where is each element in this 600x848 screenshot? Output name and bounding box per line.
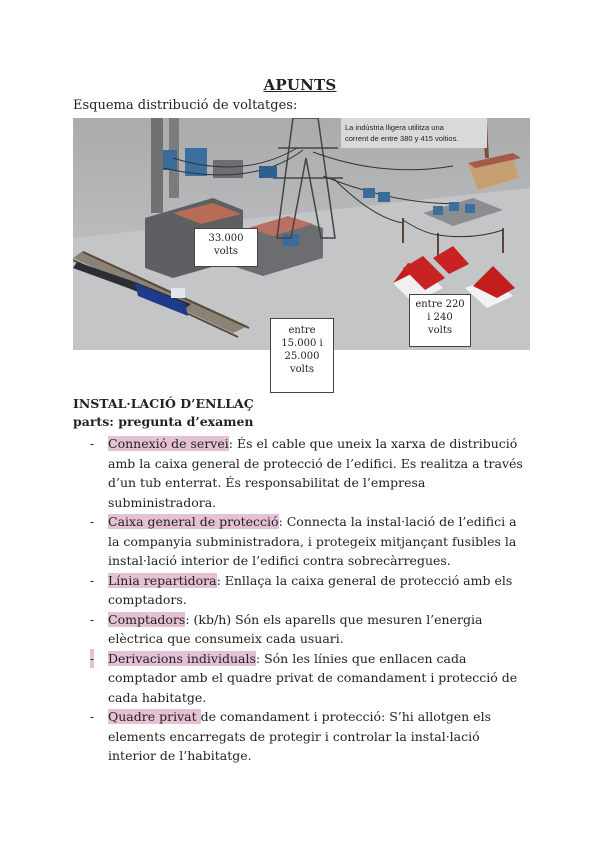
list-item: [90, 434, 530, 512]
item-term: Connexió de servei: [108, 436, 229, 451]
callout-33000-unit: volts: [213, 246, 239, 257]
callout-15000-25000-volts: [270, 318, 334, 393]
page-title: APUNTS: [263, 76, 337, 94]
list-dash: -: [90, 514, 95, 529]
list-item: [90, 610, 530, 649]
list-item: [90, 707, 530, 766]
callout-220-line-3: volts: [427, 325, 453, 336]
industry-note-line-1: La indústria lligera utilitza una: [345, 123, 444, 132]
callout-220-240-volts: [409, 294, 471, 347]
callout-33000-volts: [194, 228, 258, 267]
list-dash: -: [90, 436, 95, 451]
list-dash: -: [90, 572, 95, 588]
item-term: Comptadors: [108, 611, 186, 627]
callout-15000-line-4: volts: [289, 364, 315, 375]
list-item: [90, 649, 530, 708]
item-description: : És el cable que uneix la xarxa de distribució amb la caixa general de protecció de l’edifici. Es realitza a través d’un tub enterrat. És responsabilitat de l’empresa subministradora.: [108, 436, 523, 510]
item-term: Línia repartidora: [108, 572, 217, 588]
transformer: [259, 166, 277, 178]
list-item: [90, 571, 530, 610]
industry-note-line-2: corrent de entre 380 y 415 voltios.: [345, 134, 459, 143]
item-description: : (kb/h) Són els aparells que mesuren l’energia elèctrica que consumeix cada usuari.: [108, 611, 483, 646]
chimney: [151, 118, 163, 213]
callout-220-line-2: i 240: [427, 312, 453, 323]
section-heading: INSTAL·LACIÓ D’ENLLAÇ: [73, 396, 254, 411]
item-description: de comandament i protecció: S’hi allotgen els elements encarregats de protegir i controlar la instal·lació interior de l’habitatge.: [108, 709, 491, 763]
list-item: [90, 512, 530, 571]
callout-33000-value: 33.000: [208, 233, 244, 244]
item-description: : Són les línies que enllacen cada comptador amb el quadre privat de comandament i protecció de cada habitatge.: [108, 650, 518, 705]
locomotive-cab: [171, 288, 185, 298]
section-subheading: parts: pregunta d’examen: [73, 414, 254, 429]
list-dash: -: [90, 649, 94, 669]
callout-15000-line-3: 25.000: [284, 351, 320, 362]
item-description: : Connecta la instal·lació de l’edifici a la companyia subministradora, i protegeix mitjançant fusibles la instal·lació interior de l’edifici contra sobrecàrregues.: [108, 514, 517, 568]
item-description: : Enllaça la caixa general de protecció amb els comptadors.: [108, 572, 513, 607]
callout-15000-line-2: 15.000 i: [281, 338, 323, 349]
item-term: Caixa general de protecció: [108, 514, 279, 529]
transformer: [363, 188, 375, 198]
parts-list: [90, 434, 530, 766]
transformer: [163, 150, 177, 170]
list-dash: -: [90, 709, 95, 724]
callout-15000-line-1: entre: [288, 325, 316, 336]
item-term: Quadre privat: [108, 709, 201, 724]
list-dash: -: [90, 611, 95, 627]
diagram-caption: Esquema distribució de voltatges:: [73, 98, 298, 113]
transformer: [378, 192, 390, 202]
item-term: Derivacions individuals: [108, 650, 256, 666]
callout-220-line-1: entre 220: [415, 299, 465, 310]
voltage-distribution-illustration: [73, 118, 530, 350]
